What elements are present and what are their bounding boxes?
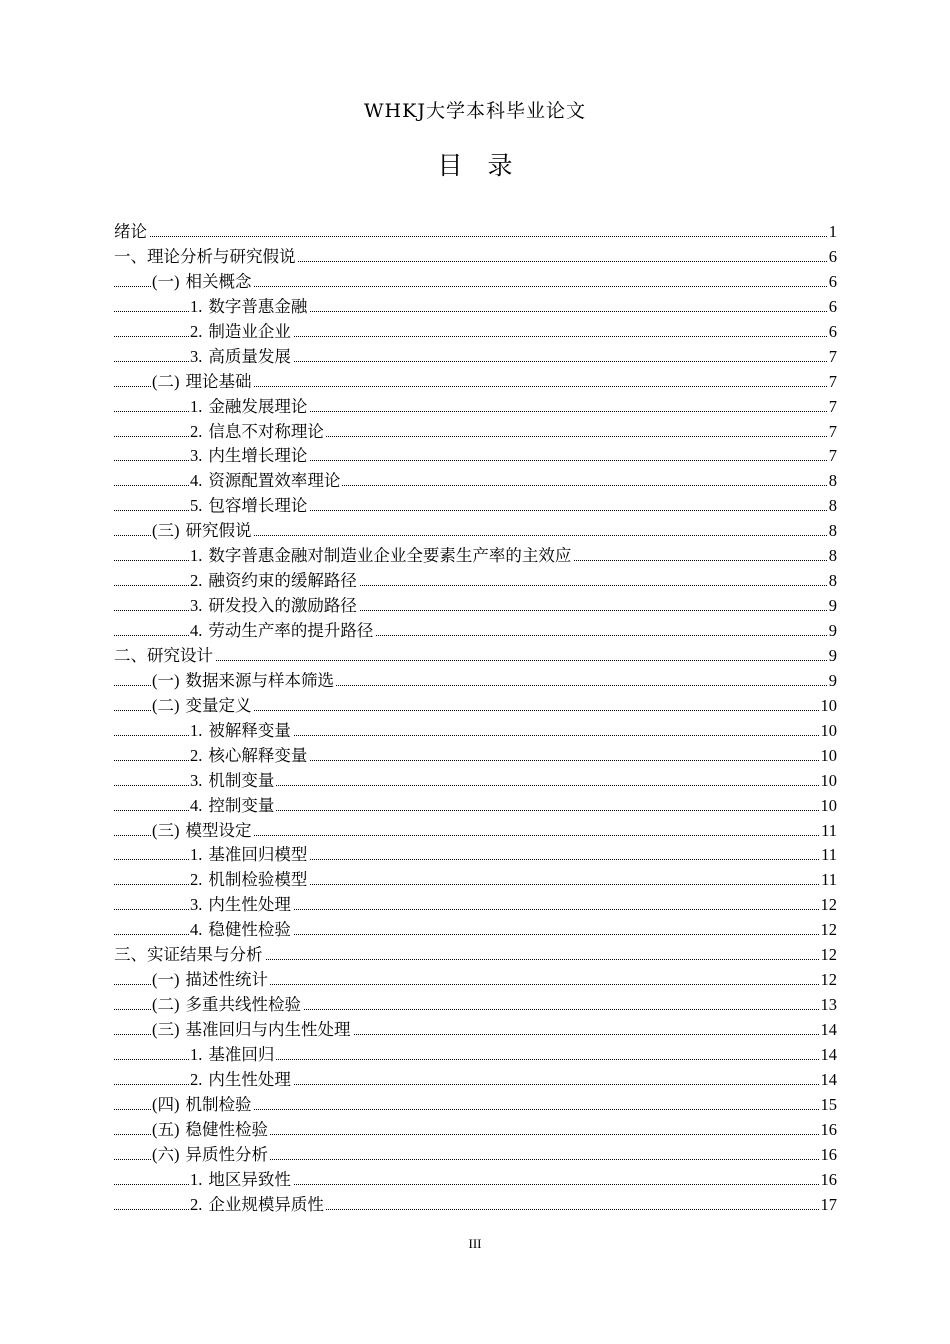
toc-entry[interactable]	[114, 1093, 837, 1118]
toc-entry-label	[190, 1043, 276, 1068]
toc-entry-page: 17	[819, 1193, 838, 1218]
toc-entry-label	[114, 245, 298, 270]
toc-entry[interactable]	[114, 220, 837, 245]
toc-entry-text: 信息不对称理论	[208, 421, 324, 441]
toc-entry-page: 7	[827, 420, 837, 445]
toc-entry-text: 变量定义	[185, 695, 252, 715]
toc-entry-page: 10	[819, 719, 838, 744]
toc-entry-text: 数字普惠金融	[208, 296, 308, 316]
toc-leader-dots	[114, 660, 837, 661]
toc-entry-text: 基准回归与内生性处理	[185, 1020, 351, 1039]
toc-entry[interactable]	[114, 295, 837, 320]
toc-entry-label	[152, 370, 254, 395]
toc-entry-text: 基准回归模型	[208, 845, 308, 865]
toc-entry-number: (三)	[152, 521, 180, 541]
toc-entry-label	[152, 270, 254, 295]
toc-entry-number: 2.	[190, 870, 203, 890]
toc-entry-text: 稳健性检验	[208, 920, 291, 940]
toc-entry-page: 13	[819, 993, 838, 1018]
toc-entry[interactable]	[114, 569, 837, 594]
table-of-contents	[114, 220, 837, 1218]
toc-entry-page: 8	[827, 469, 837, 494]
toc-entry[interactable]	[114, 968, 837, 993]
toc-entry-label	[190, 295, 309, 320]
toc-entry-text: 数据来源与样本筛选	[185, 670, 334, 690]
toc-entry-text: 描述性统计	[185, 970, 268, 990]
toc-entry-page: 8	[827, 494, 837, 519]
toc-entry[interactable]	[114, 544, 837, 569]
toc-entry-text: 稳健性检验	[185, 1119, 268, 1139]
toc-entry[interactable]	[114, 245, 837, 270]
toc-entry-page: 14	[819, 1068, 838, 1093]
toc-entry-label	[114, 644, 215, 669]
toc-entry-text: 绪论	[114, 222, 147, 241]
toc-entry-label	[190, 1068, 293, 1093]
toc-entry-label	[190, 769, 276, 794]
toc-entry-text: 内生增长理论	[208, 446, 308, 466]
toc-entry-label	[190, 569, 359, 594]
toc-entry-label	[152, 993, 303, 1018]
toc-entry-page: 16	[819, 1168, 838, 1193]
toc-entry-number: 4.	[190, 621, 203, 640]
toc-entry[interactable]	[114, 669, 837, 694]
toc-entry-page: 12	[819, 943, 838, 968]
toc-entry-number: 2.	[190, 745, 203, 765]
page-header: WHKJ大学本科毕业论文	[364, 100, 586, 122]
toc-entry-number: (二)	[152, 995, 180, 1015]
toc-entry[interactable]	[114, 370, 837, 395]
toc-entry-label	[190, 868, 309, 893]
toc-entry-text: 模型设定	[185, 820, 252, 840]
toc-entry-text: 内生性处理	[208, 1069, 291, 1089]
toc-entry-page: 10	[819, 694, 838, 719]
toc-entry-number: 2.	[190, 1069, 203, 1089]
toc-entry-number: 3.	[190, 770, 203, 790]
toc-entry-page: 8	[827, 569, 837, 594]
toc-entry-number: (五)	[152, 1119, 180, 1139]
toc-entry-text: 机制检验	[185, 1094, 252, 1114]
toc-entry[interactable]	[114, 819, 837, 844]
toc-entry-label	[114, 220, 149, 245]
toc-entry[interactable]	[114, 270, 837, 295]
toc-entry-number: (三)	[152, 1020, 180, 1039]
toc-entry-label	[152, 819, 254, 844]
toc-entry[interactable]	[114, 320, 837, 345]
toc-entry-label	[190, 320, 293, 345]
toc-entry-page: 16	[819, 1118, 838, 1143]
toc-entry-label	[152, 669, 336, 694]
page-number: III	[468, 1236, 482, 1251]
toc-entry-number: (一)	[152, 970, 180, 990]
toc-entry-label	[190, 420, 326, 445]
toc-entry-page: 6	[827, 320, 837, 345]
toc-entry-number: 1.	[190, 1169, 203, 1189]
toc-entry-label	[190, 843, 309, 868]
toc-entry[interactable]	[114, 843, 837, 868]
toc-entry-page: 6	[827, 270, 837, 295]
toc-entry-text: 高质量发展	[208, 346, 291, 366]
toc-entry-label	[190, 469, 342, 494]
toc-entry[interactable]	[114, 1068, 837, 1093]
toc-entry-label	[152, 1118, 270, 1143]
toc-entry-number: (四)	[152, 1094, 180, 1114]
toc-entry-number: 1.	[190, 546, 203, 566]
toc-entry-page: 11	[819, 868, 837, 893]
toc-entry[interactable]	[114, 644, 837, 669]
toc-entry-text: 包容增长理论	[208, 496, 308, 516]
toc-entry-label	[152, 1018, 353, 1043]
toc-entry-label	[190, 744, 309, 769]
toc-entry-page: 9	[827, 619, 837, 644]
toc-entry-number: 3.	[190, 596, 203, 616]
toc-entry-label	[152, 1143, 270, 1168]
toc-entry-label	[190, 544, 573, 569]
toc-entry-number: (三)	[152, 820, 180, 840]
toc-entry[interactable]	[114, 769, 837, 794]
toc-entry-text: 劳动生产率的提升路径	[208, 621, 374, 640]
toc-entry-text: 相关概念	[185, 271, 252, 291]
toc-entry[interactable]	[114, 918, 837, 943]
toc-entry[interactable]	[114, 519, 837, 544]
toc-entry-page: 10	[819, 794, 838, 819]
toc-entry[interactable]	[114, 744, 837, 769]
toc-entry-page: 7	[827, 345, 837, 370]
toc-entry-number: (二)	[152, 371, 180, 391]
toc-entry-number: (一)	[152, 670, 180, 690]
page-title: 目 录	[437, 151, 513, 180]
toc-entry-page: 10	[819, 744, 838, 769]
toc-entry[interactable]	[114, 1118, 837, 1143]
toc-entry[interactable]	[114, 1143, 837, 1168]
toc-entry-number: 4.	[190, 920, 203, 940]
toc-entry-number: 1.	[190, 396, 203, 416]
toc-entry-text: 异质性分析	[185, 1144, 268, 1164]
toc-entry[interactable]	[114, 469, 837, 494]
toc-entry-number: 3.	[190, 895, 203, 915]
toc-entry-page: 6	[827, 295, 837, 320]
toc-entry-label	[190, 1193, 326, 1218]
toc-entry-number: 2.	[190, 321, 203, 341]
toc-entry-page: 10	[819, 769, 838, 794]
toc-entry[interactable]	[114, 345, 837, 370]
toc-entry-text: 内生性处理	[208, 895, 291, 915]
toc-entry-text: 基准回归	[208, 1044, 275, 1064]
toc-entry-page: 11	[819, 819, 837, 844]
toc-entry-label	[190, 619, 375, 644]
toc-entry-page: 9	[827, 594, 837, 619]
toc-entry-page: 8	[827, 544, 837, 569]
toc-entry[interactable]	[114, 619, 837, 644]
toc-entry-number: (六)	[152, 1144, 180, 1164]
toc-entry-label	[190, 719, 293, 744]
toc-entry-page: 14	[819, 1043, 838, 1068]
toc-entry-text: 金融发展理论	[208, 396, 308, 416]
toc-entry-label	[152, 694, 254, 719]
toc-entry-text: 多重共线性检验	[185, 995, 301, 1015]
toc-entry-text: 被解释变量	[208, 720, 291, 740]
toc-entry-label	[152, 1093, 254, 1118]
toc-entry-page: 12	[819, 968, 838, 993]
toc-entry-number: 1.	[190, 845, 203, 865]
toc-entry-label	[190, 395, 309, 420]
toc-entry-number: (二)	[152, 695, 180, 715]
toc-entry[interactable]	[114, 893, 837, 918]
toc-entry-page: 15	[819, 1093, 838, 1118]
toc-entry-number: 2.	[190, 421, 203, 441]
toc-entry-page: 1	[827, 220, 837, 245]
toc-entry-number: (一)	[152, 271, 180, 291]
toc-entry[interactable]	[114, 1193, 837, 1218]
toc-entry-label	[152, 968, 270, 993]
toc-entry-number: 4.	[190, 795, 203, 815]
toc-entry-label	[190, 893, 293, 918]
toc-entry-number: 2.	[190, 1194, 203, 1214]
toc-entry[interactable]	[114, 993, 837, 1018]
toc-leader-dots	[114, 236, 837, 237]
toc-entry-text: 机制变量	[208, 770, 275, 790]
toc-entry[interactable]	[114, 1018, 837, 1043]
toc-entry-text: 三、实证结果与分析	[114, 945, 263, 965]
toc-entry-text: 制造业企业	[208, 321, 291, 341]
toc-entry[interactable]	[114, 494, 837, 519]
toc-entry-page: 16	[819, 1143, 838, 1168]
toc-entry-text: 资源配置效率理论	[208, 471, 341, 491]
toc-entry[interactable]	[114, 719, 837, 744]
toc-entry[interactable]	[114, 395, 837, 420]
toc-entry[interactable]	[114, 444, 837, 469]
toc-entry-text: 地区异致性	[208, 1169, 291, 1189]
toc-entry-text: 核心解释变量	[208, 745, 308, 765]
toc-entry-number: 1.	[190, 720, 203, 740]
toc-entry-text: 研究假说	[185, 521, 252, 541]
toc-entry-page: 6	[827, 245, 837, 270]
toc-entry-page: 11	[819, 843, 837, 868]
toc-entry-label	[190, 345, 293, 370]
toc-entry-number: 1.	[190, 296, 203, 316]
toc-entry-page: 7	[827, 370, 837, 395]
toc-entry-label	[190, 918, 293, 943]
toc-entry[interactable]	[114, 868, 837, 893]
toc-entry-text: 机制检验模型	[208, 870, 308, 890]
toc-entry-text: 一、理论分析与研究假说	[114, 246, 296, 266]
toc-entry-text: 数字普惠金融对制造业企业全要素生产率的主效应	[208, 546, 572, 566]
toc-entry-text: 研发投入的激励路径	[208, 596, 357, 616]
toc-entry[interactable]	[114, 1168, 837, 1193]
toc-entry-page: 9	[827, 644, 837, 669]
toc-entry-number: 4.	[190, 471, 203, 491]
toc-entry-label	[190, 444, 309, 469]
toc-entry[interactable]	[114, 694, 837, 719]
toc-entry-label	[190, 1168, 293, 1193]
toc-entry-label	[190, 794, 276, 819]
toc-entry-page: 7	[827, 395, 837, 420]
toc-entry[interactable]	[114, 1043, 837, 1068]
toc-entry-number: 1.	[190, 1044, 203, 1064]
toc-entry-text: 企业规模异质性	[208, 1194, 324, 1214]
toc-entry-page: 12	[819, 893, 838, 918]
toc-entry-label	[152, 519, 254, 544]
toc-entry-number: 5.	[190, 496, 203, 516]
toc-entry-number: 3.	[190, 346, 203, 366]
toc-entry[interactable]	[114, 943, 837, 968]
toc-entry[interactable]	[114, 594, 837, 619]
toc-entry-page: 7	[827, 444, 837, 469]
toc-entry-label	[190, 594, 359, 619]
toc-entry-page: 8	[827, 519, 837, 544]
toc-entry-text: 控制变量	[208, 795, 275, 815]
toc-entry-label	[114, 943, 265, 968]
toc-entry-label	[190, 494, 309, 519]
toc-entry[interactable]	[114, 420, 837, 445]
toc-entry[interactable]	[114, 794, 837, 819]
toc-entry-page: 12	[819, 918, 838, 943]
toc-entry-text: 理论基础	[185, 371, 252, 391]
toc-entry-number: 2.	[190, 571, 203, 591]
toc-entry-text: 融资约束的缓解路径	[208, 571, 357, 591]
toc-entry-number: 3.	[190, 446, 203, 466]
toc-entry-text: 二、研究设计	[114, 645, 213, 665]
toc-entry-page: 9	[827, 669, 837, 694]
toc-entry-page: 14	[819, 1018, 838, 1043]
